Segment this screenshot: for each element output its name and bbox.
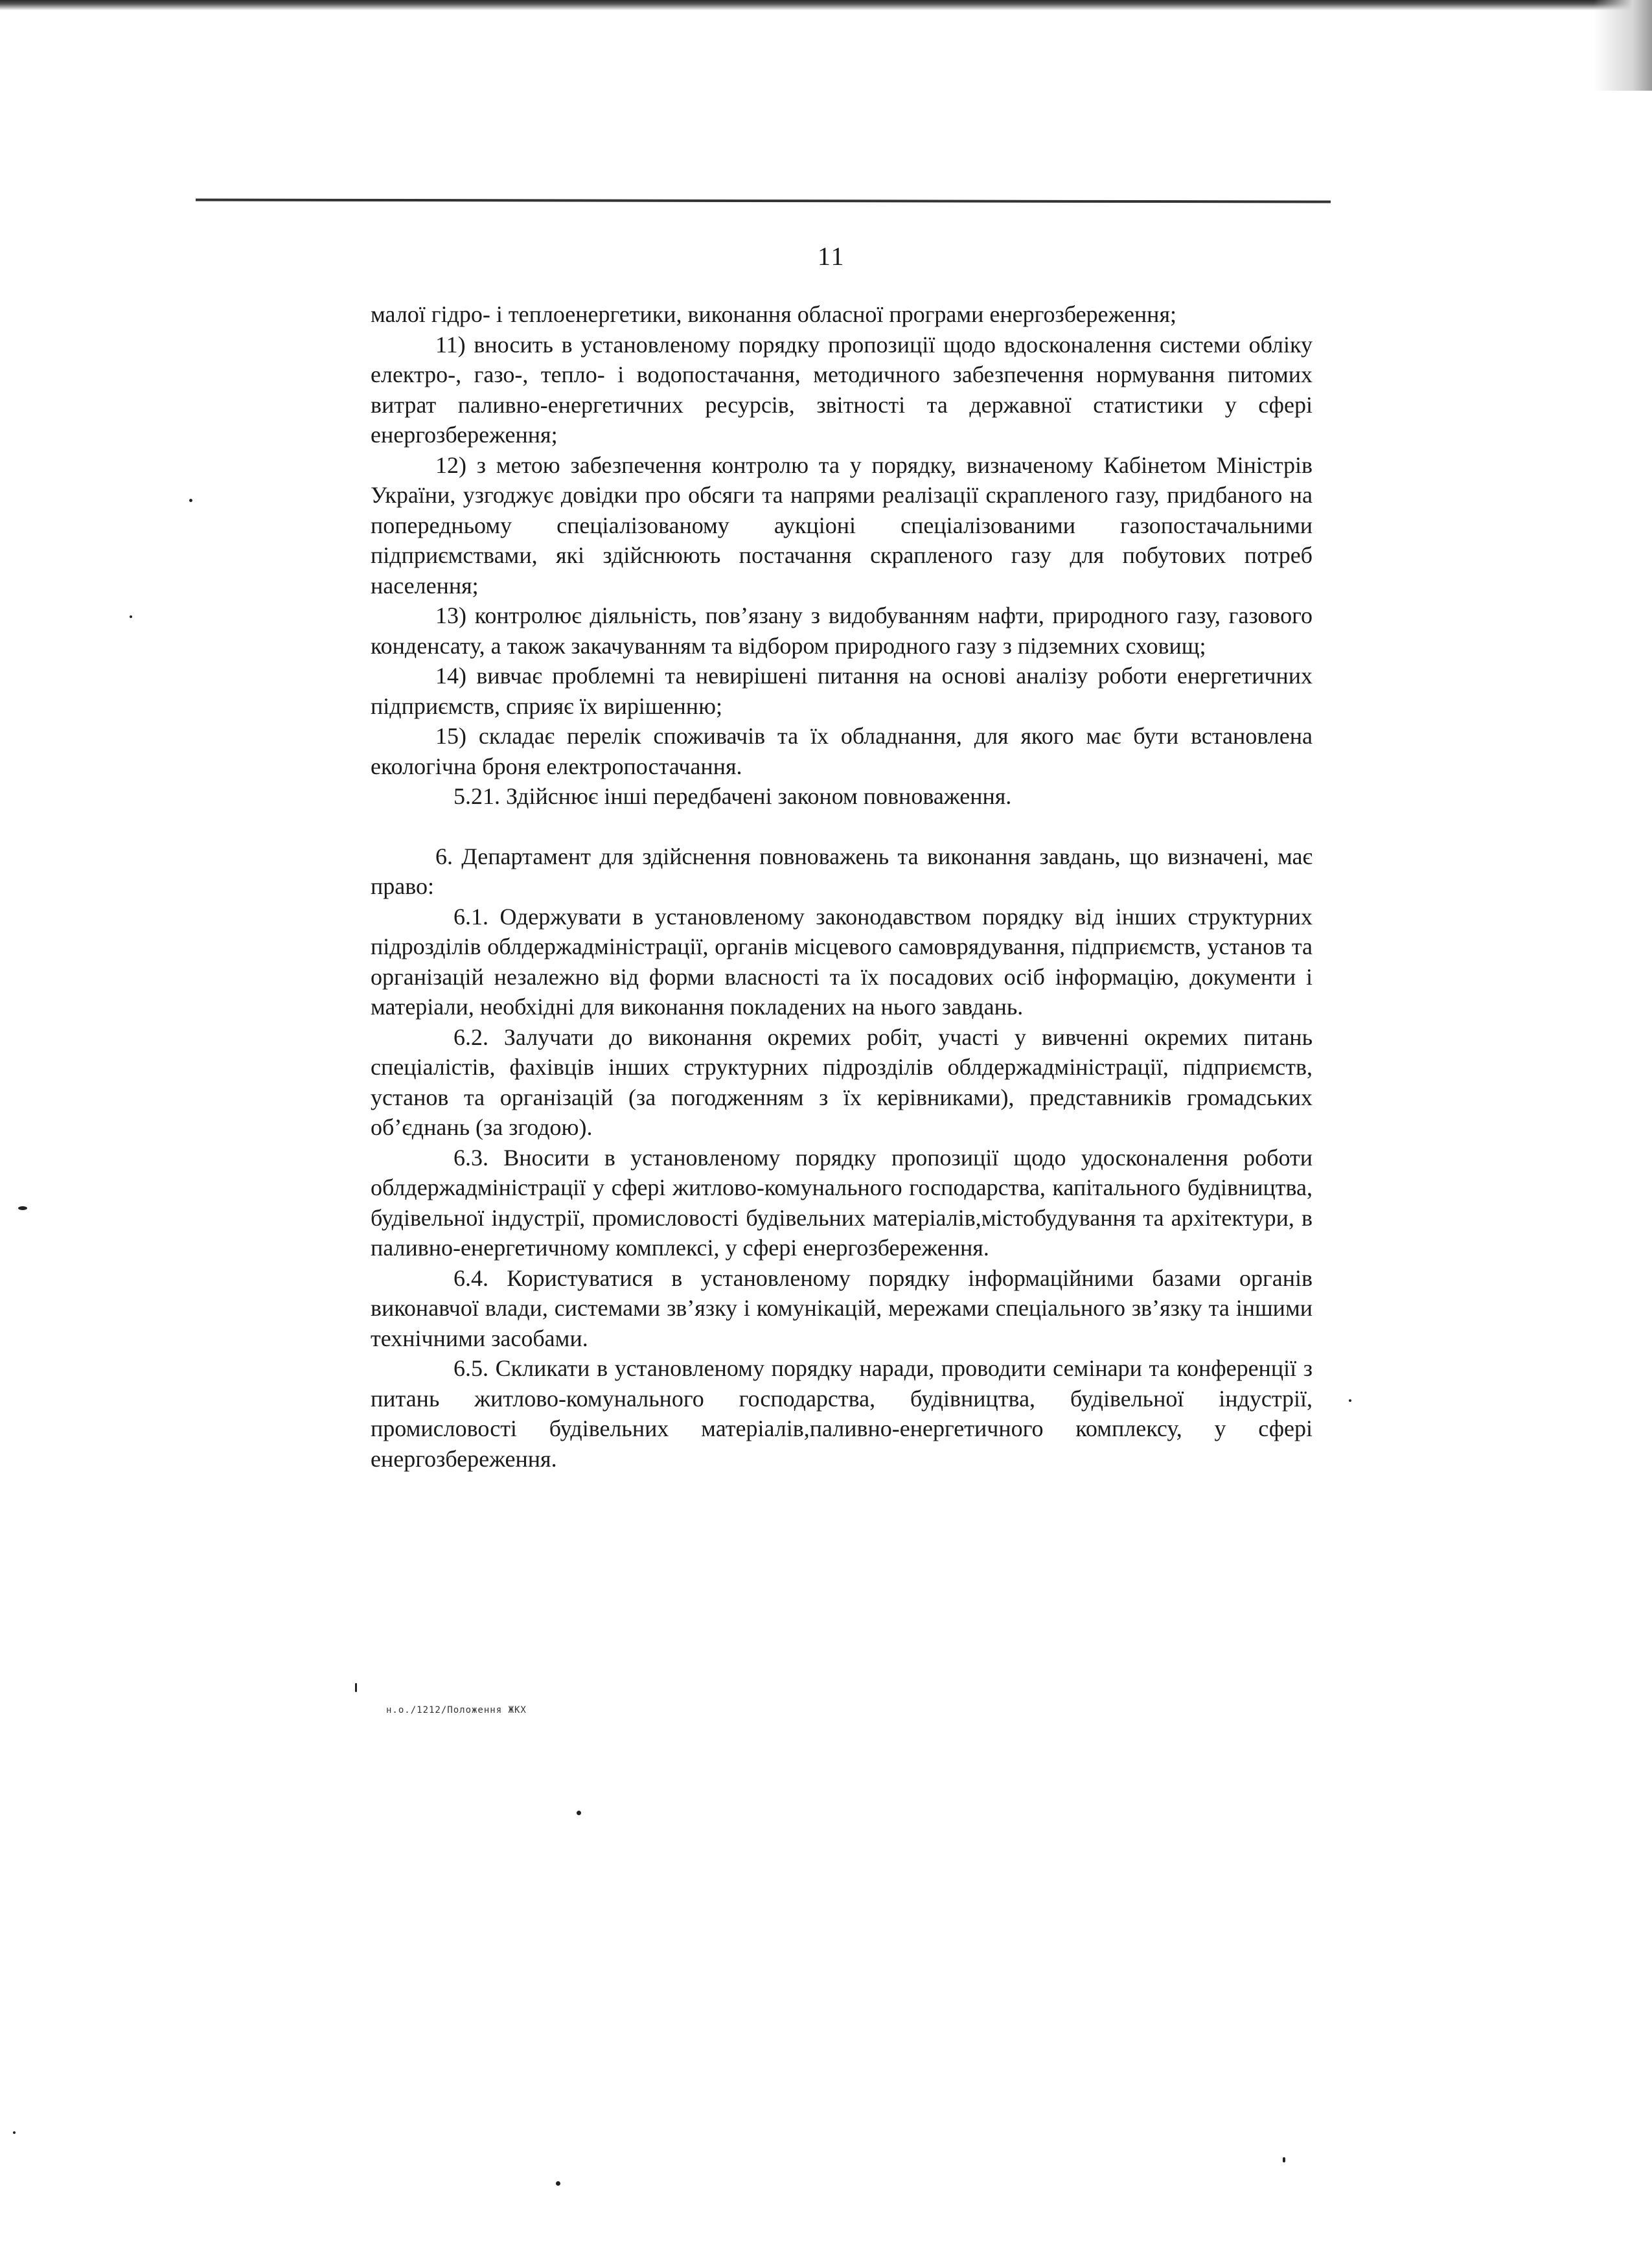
list-item-11: 11) вносить в установленому порядку пропозиції щодо вдосконалення системи обліку електро-, газо-, тепло- і водопостачання, методичного забезпечення нормування питомих витрат паливно-енергетичних ресурсів, звітності та державної статистики у сфері енергозбереження; [371, 331, 1313, 448]
scan-speck [18, 1206, 27, 1210]
clause-5-21: 5.21. Здійснює інші передбачені законом повноваження. [453, 783, 1012, 809]
page-top-rule [196, 198, 1331, 203]
page-number: 11 [818, 242, 845, 271]
list-item-15: 15) складає перелік споживачів та їх обладнання, для якого має бути встановлена екологічна броня електропостачання. [371, 723, 1313, 779]
scan-speck [189, 499, 192, 502]
clause-6-1: 6.1. Одержувати в установленому законодавством порядку від інших структурних підрозділів облдержадміністрації, органів місцевого самоврядування, підприємств, установ та організацій незалежно від форми власності та їх посадових осіб інформацію, документи і матеріали, необхідні для виконання покладених на нього завдань. [371, 903, 1313, 1020]
scan-speck [556, 2181, 560, 2186]
scan-speck [355, 1683, 357, 1692]
section-gap [371, 812, 1313, 842]
clause-6-2: 6.2. Залучати до виконання окремих робіт, участі у вивченні окремих питань спеціалістів, фахівців інших структурних підрозділів облдержадміністрації, підприємств, установ та організацій (за погодженням з їх керівниками), представників громадських об’єднань (за згодою). [371, 1024, 1313, 1140]
clause-6-3: 6.3. Вносити в установленому порядку пропозиції щодо удосконалення роботи облдержадміністрації у сфері житлово-комунального господарства, капітального будівництва, будівельної індустрії, промисловості будівельних матеріалів,містобудування та архітектури, в паливно-енергетичному комплексі, у сфері енергозбереження. [371, 1144, 1313, 1261]
list-item-13: 13) контролює діяльність, пов’язану з видобуванням нафти, природного газу, газового конденсату, а також закачуванням та відбором природного газу з підземних сховищ; [371, 602, 1313, 659]
scan-speck [1349, 1399, 1351, 1402]
clause-6-4: 6.4. Користуватися в установленому порядку інформаційними базами органів виконавчої влади, системами зв’язку і комунікацій, мережами спеціального зв’язку та іншими технічними засобами. [371, 1265, 1313, 1351]
list-item-14: 14) вивчає проблемні та невирішені питання на основі аналізу роботи енергетичних підприємств, сприяє їх вирішенню; [371, 663, 1313, 719]
scan-corner-shadow [1594, 0, 1652, 91]
footer-document-code: н.о./1212/Положення ЖКХ [386, 1705, 527, 1715]
paragraph-continuation: малої гідро- і теплоенергетики, виконання обласної програми енергозбереження; [371, 301, 1177, 327]
scan-speck [130, 615, 132, 618]
list-item-12: 12) з метою забезпечення контролю та у порядку, визначеному Кабінетом Міністрів України, узгоджує довідки про обсяги та напрями реалізації скрапленого газу, придбаного на попередньому спеціалізованому аукціоні спеціалізованими газопостачальними підприємствами, які здійснюють постачання скрапленого газу для побутових потреб населення; [371, 452, 1313, 599]
clause-6-5: 6.5. Скликати в установленому порядку наради, проводити семінари та конференції з питань житлово-комунального господарства, будівництва, будівельної індустрії, промисловості будівельних матеріалів,паливно-енергетичного комплексу, у сфері енергозбереження. [371, 1355, 1313, 1472]
section-6-heading: 6. Департамент для здійснення повноважень та виконання завдань, що визначені, має право: [371, 843, 1313, 899]
scan-speck [13, 2131, 16, 2134]
scan-speck [577, 1811, 581, 1815]
scan-top-edge [0, 0, 1652, 10]
document-body [371, 299, 1313, 1474]
scan-speck [1283, 2157, 1285, 2162]
